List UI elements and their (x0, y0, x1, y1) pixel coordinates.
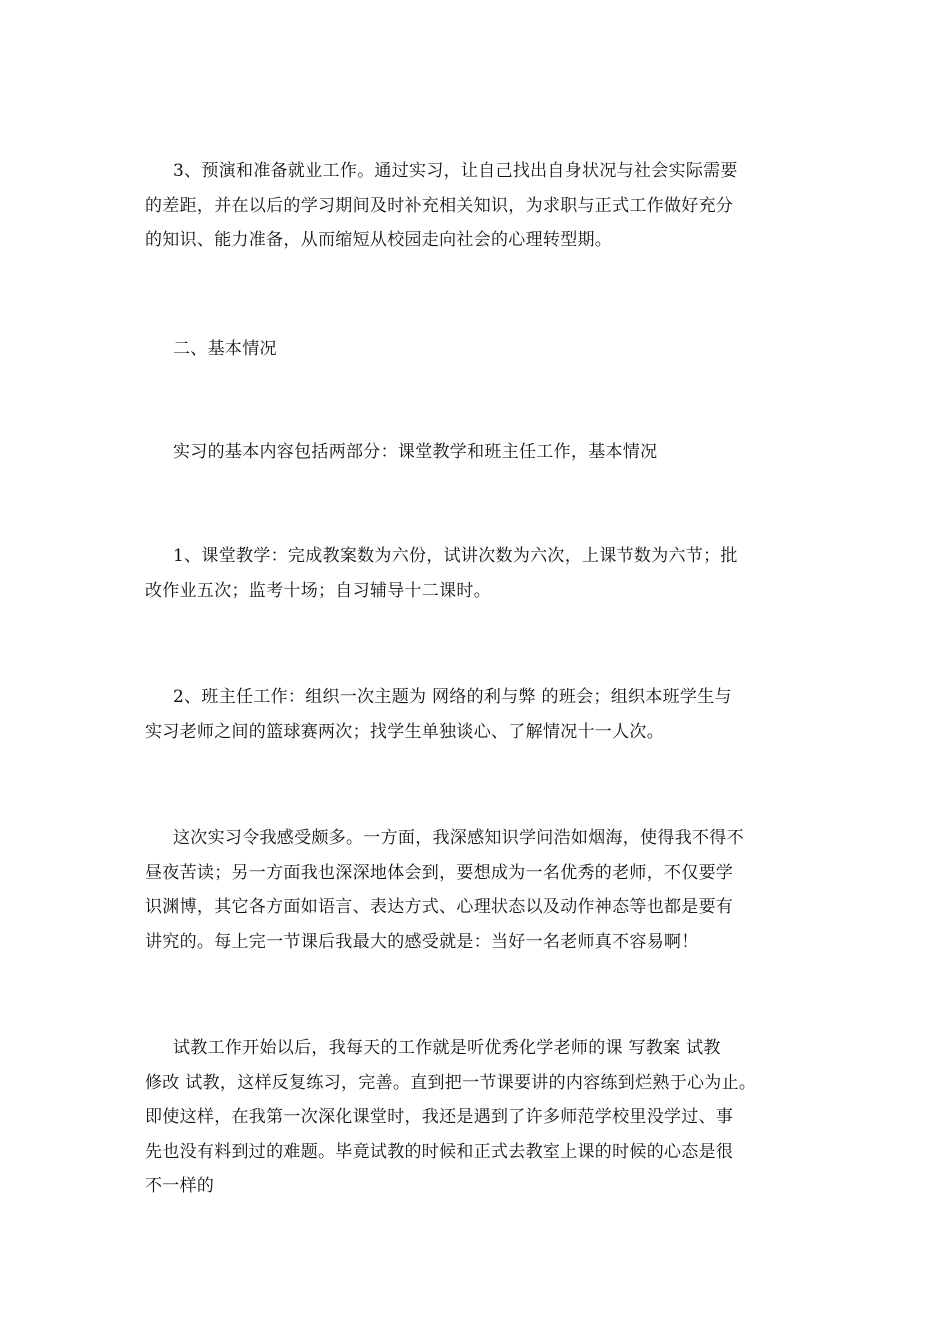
section-heading (145, 332, 835, 367)
text-line: 的差距，并在以后的学习期间及时补充相关知识，为求职与正式工作做好充分 (145, 195, 734, 216)
text-line: 实习老师之间的篮球赛两次；找学生单独谈心、了解情况十一人次。 (145, 721, 664, 742)
text-line: 先也没有料到过的难题。毕竟试教的时候和正式去教室上课的时候的心态是很 (145, 1141, 734, 1162)
text-line: 3、预演和准备就业工作。通过实习，让自己找出自身状况与社会实际需要 (173, 161, 738, 181)
paragraph-class-teacher-work (145, 680, 835, 749)
text-line: 识渊博，其它各方面如语言、表达方式、心理状态以及动作神态等也都是要有 (145, 897, 734, 917)
paragraph-employment-prep (145, 154, 835, 258)
text-line: 2、班主任工作：组织一次主题为 网络的利与弊 的班会；组织本班学生与 (173, 687, 732, 707)
paragraph-classroom-teaching (145, 539, 835, 608)
text-line: 改作业五次；监考十场；自习辅导十二课时。 (145, 580, 491, 601)
text-line: 1、课堂教学：完成教案数为六份，试讲次数为六次，上课节数为六节；批 (173, 546, 738, 566)
paragraph-basic-content (145, 435, 835, 470)
text-line: 昼夜苦读；另一方面我也深深地体会到，要想成为一名优秀的老师，不仅要学 (145, 862, 734, 883)
text-line: 即使这样，在我第一次深化课堂时，我还是遇到了许多师范学校里没学过、事 (145, 1107, 734, 1127)
text-line: 实习的基本内容包括两部分：课堂教学和班主任工作，基本情况 (173, 442, 658, 462)
text-line: 这次实习令我感受颇多。一方面，我深感知识学问浩如烟海，使得我不得不 (173, 828, 744, 848)
text-line: 不一样的 (145, 1176, 215, 1196)
paragraph-reflection (145, 821, 835, 959)
text-line: 试教工作开始以后，我每天的工作就是听优秀化学老师的课 写教案 试教 (173, 1038, 721, 1058)
text-line: 的知识、能力准备，从而缩短从校园走向社会的心理转型期。 (145, 230, 613, 250)
text-line: 讲究的。每上完一节课后我最大的感受就是：当好一名老师真不容易啊！ (145, 931, 699, 952)
text-line: 修改 试教，这样反复练习，完善。直到把一节课要讲的内容练到烂熟于心为止。 (145, 1072, 757, 1093)
paragraph-trial-teaching (145, 1031, 835, 1204)
heading-text: 二、基本情况 (173, 339, 277, 359)
